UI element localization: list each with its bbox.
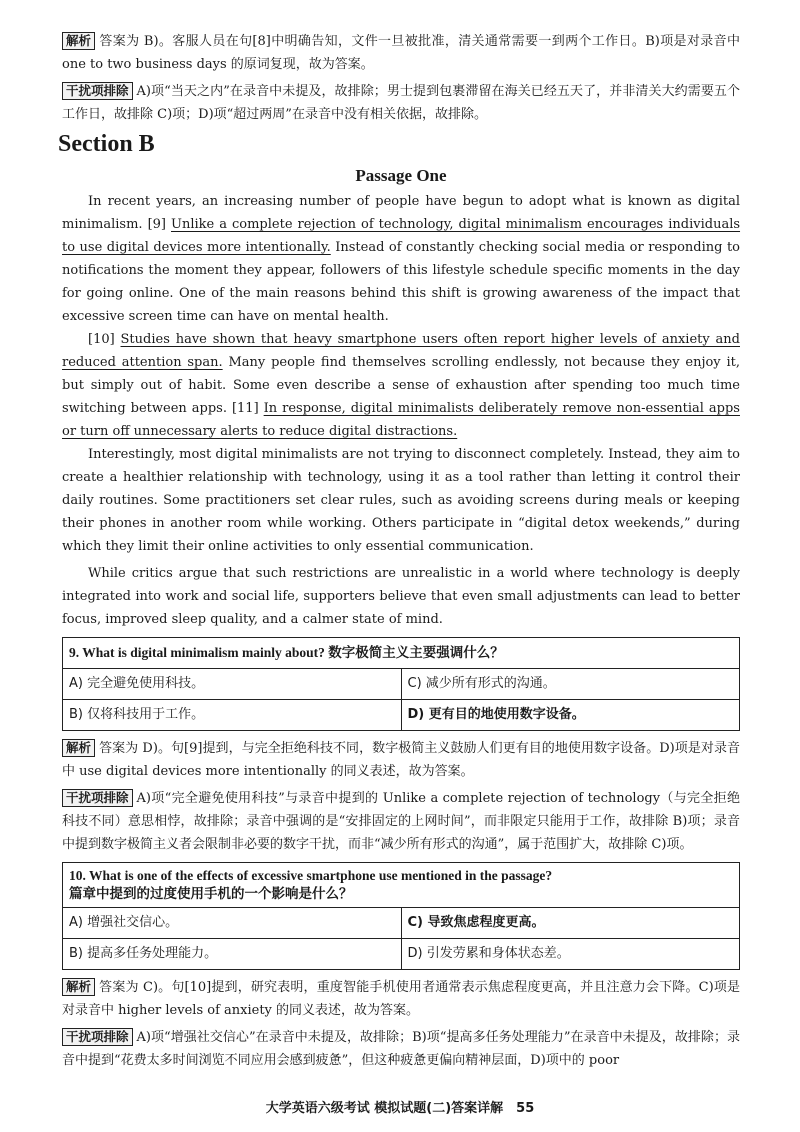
- passage-paragraph-4: While critics argue that such restrictions are unrealistic in a world where technology is deeply integrated into work and social life, supporters believe that even small adjustments can lead to better focus, improved sleep quality, and a calmer state of mind.: [62, 566, 740, 627]
- distractor-text: A)项“当天之内”在录音中未提及，故排除；男士提到包裹滞留在海关已经五天了，并非清关大约需要五个工作日，故排除 C)项；D)项“超过两周”在录音中没有相关依据，故排除。: [62, 84, 740, 122]
- q8-analysis: [62, 30, 740, 76]
- sentence-ref-11: [11]: [231, 401, 264, 416]
- passage-paragraph-3: Interestingly, most digital minimalists are not trying to disconnect completely. Instead, they aim to create a healthier relationship with technology, using it as a tool rather than letting it control their daily routines. Some practitioners set clear rules, such as avoiding screens during meals or keeping their phones in another room while working. Others participate in “digital detox weekends,” during which they limit their online activities to only essential communication.: [62, 447, 740, 554]
- document-page: [58, 30, 741, 1072]
- analysis-tag: 解析: [62, 32, 95, 50]
- question-10-text: [63, 863, 740, 908]
- distractor-tag: 干扰项排除: [62, 789, 133, 807]
- analysis-text: 答案为 C)。句[10]提到，研究表明，重度智能手机使用者通常表示焦虑程度更高，并且注意力会下降。C)项是对录音中 higher levels of anxiety 的同义表述，故为答案。: [62, 980, 740, 1018]
- q9-option-b: B) 仅将科技用于工作。: [63, 700, 402, 731]
- distractor-text: A)项“完全避免使用科技”与录音中提到的 Unlike a complete rejection of technology（与完全拒绝科技不同）意思相悖，故排除；录音中强调的是“安排固定的上网时间”，而非限定只能用于工作，故排除 B)项；录音中提到数字极简主义者会限制非必要的数字干扰，而非“减少所有形式的沟通”，属于范围扩大，故排除 C)项。: [62, 791, 740, 852]
- page-footer: 大学英语六级考试 模拟试题(二)答案详解 55: [265, 1101, 535, 1116]
- q10-analysis: [62, 976, 740, 1022]
- passage-title: Passage One: [355, 166, 447, 185]
- question-10-en: 10. What is one of the effects of excessive smartphone use mentioned in the passage?: [69, 868, 553, 883]
- q8-distractor: [62, 80, 740, 126]
- q10-option-a: A) 增强社交信心。: [63, 908, 402, 939]
- passage-text: In recent years, an increasing number of people have begun to adopt what is known as digital minimalism.: [62, 194, 740, 232]
- q9-option-a: A) 完全避免使用科技。: [63, 669, 402, 700]
- question-9-text: 9. What is digital minimalism mainly about? 数字极简主义主要强调什么？: [63, 638, 740, 669]
- underlined-sentence-11: In response, digital minimalists deliberately remove non-essential apps or turn off unnecessary alerts to reduce digital distractions.: [62, 401, 740, 439]
- underlined-sentence-9: Unlike a complete rejection of technology, digital minimalism encourages individuals to use digital devices more intentionally.: [62, 217, 741, 255]
- distractor-text: A)项“增强社交信心”在录音中未提及，故排除；B)项“提高多任务处理能力”在录音中未提及，故排除；录音中提到“花费太多时间浏览不同应用会感到疲惫”，但这种疲惫更偏向精神层面，D)项中的 poor: [62, 1030, 740, 1068]
- analysis-text: 答案为 D)。句[9]提到，与完全拒绝科技不同，数字极简主义鼓励人们更有目的地使用数字设备。D)项是对录音中 use digital devices more intentionally 的同义表述，故为答案。: [62, 741, 740, 779]
- q9-analysis: [62, 737, 740, 783]
- underlined-sentence-10: Studies have shown that heavy smartphone users often report higher levels of anxiety and reduced attention span.: [62, 332, 740, 370]
- q10-option-c: C) 导致焦虑程度更高。: [401, 908, 740, 939]
- analysis-text: 答案为 B)。客服人员在句[8]中明确告知，文件一旦被批准，清关通常需要一到两个工作日。B)项是对录音中 one to two business days 的原词复现，故为答案。: [62, 34, 740, 72]
- question-10-table: [62, 862, 740, 970]
- question-9-table: [62, 637, 740, 731]
- q10-option-b: B) 提高多任务处理能力。: [63, 939, 402, 970]
- sentence-ref-10: [10]: [88, 332, 121, 347]
- analysis-tag: 解析: [62, 978, 95, 996]
- distractor-tag: 干扰项排除: [62, 82, 133, 100]
- passage-paragraph-1: [62, 190, 740, 328]
- q9-distractor: [62, 787, 740, 856]
- analysis-tag: 解析: [62, 739, 95, 757]
- section-title: Section B: [58, 131, 155, 157]
- q9-option-d: D) 更有目的地使用数字设备。: [401, 700, 740, 731]
- passage-text: Many people find themselves scrolling endlessly, not because they enjoy it, but simply out of habit. Some even describe a sense of exhaustion after spending too much time switching between apps.: [62, 355, 740, 416]
- passage-paragraph-2: [62, 328, 740, 443]
- q10-option-d: D) 引发劳累和身体状态差。: [401, 939, 740, 970]
- q9-option-c: C) 减少所有形式的沟通。: [401, 669, 740, 700]
- question-10-cn: 篇章中提到的过度使用手机的一个影响是什么？: [69, 886, 353, 901]
- sentence-ref-9: [9]: [147, 217, 171, 232]
- passage-text: Instead of constantly checking social media or responding to notifications the moment they appear, followers of this lifestyle schedule specific moments in the day for going online. One of the main reasons behind this shift is growing awareness of the impact that excessive screen time can have on mental health.: [62, 240, 741, 324]
- distractor-tag: 干扰项排除: [62, 1028, 133, 1046]
- q10-distractor: [62, 1026, 740, 1072]
